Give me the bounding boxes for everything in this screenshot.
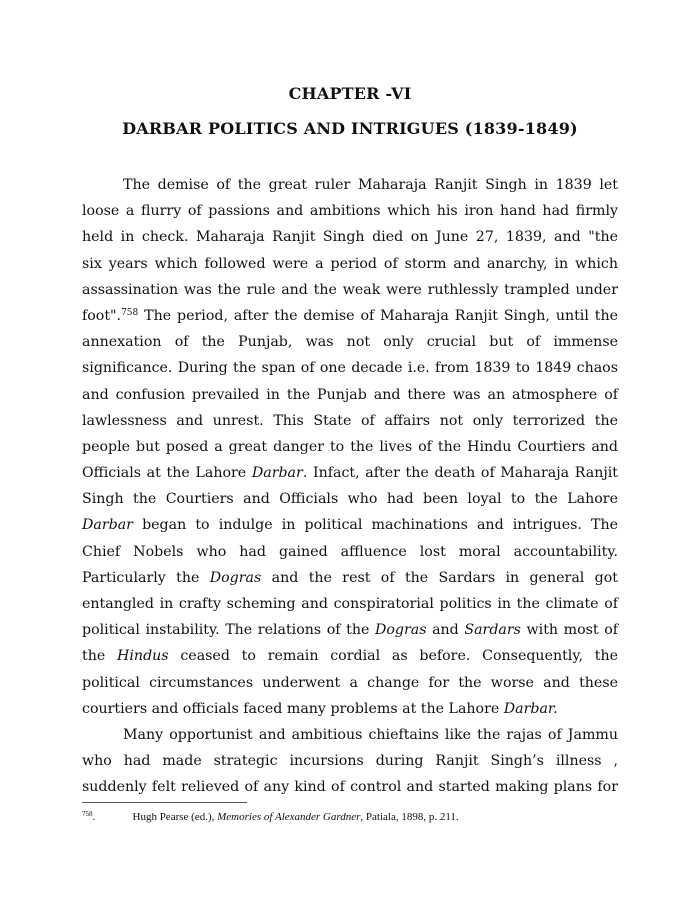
italic-term: Darbar. [503,700,558,717]
text-run: Officials at the Lahore [82,465,252,482]
text-line [82,643,618,669]
text-run: Particularly the [82,569,210,586]
text-line [82,277,618,303]
text-line [82,329,618,355]
text-run: suddenly felt relieved of any kind of control and started making plans for [82,779,618,796]
footnote-separator [82,802,247,803]
chapter-title: DARBAR POLITICS AND INTRIGUES (1839-1849) [122,119,578,138]
text-run: . Infact, after the death of Maharaja Ranjit [302,465,618,482]
text-run: held in check. Maharaja Ranjit Singh died on June 27, 1839, and "the [82,229,618,246]
text-line [82,382,618,408]
text-line [82,539,618,565]
text-run: assassination was the rule and the weak were ruthlessly trampled under [82,281,618,298]
footnote-reference: 758 [121,307,139,318]
text-run: who had made strategic incursions during Ranjit Singh’s illness , [82,753,618,770]
text-line [82,748,618,774]
text-run: six years which followed were a period of storm and anarchy, in which [82,255,618,272]
text-run: and confusion prevailed in the Punjab and there was an atmosphere of [82,386,618,403]
text-run: ceased to remain cordial as before. Consequently, the [168,648,618,665]
italic-term: Darbar [251,465,303,482]
chapter-number: CHAPTER -VI [288,84,412,103]
text-run: The period, after the demise of Maharaja Ranjit Singh, until the [138,307,618,324]
text-line [82,303,618,329]
text-line [82,486,618,512]
text-run: Chief Nobels who had gained affluence lost moral accountability. [82,543,618,560]
body-text [82,172,618,801]
text-line [82,408,618,434]
text-run: significance. During the span of one decade i.e. from 1839 to 1849 chaos [82,360,618,377]
text-line [82,224,618,250]
text-run: political instability. The relations of the [82,622,375,639]
text-line [82,460,618,486]
text-line [82,722,618,748]
text-run: annexation of the Punjab, was not only crucial but of immense [82,334,618,351]
text-run: courtiers and officials faced many problems at the Lahore [82,700,504,717]
text-run: loose a flurry of passions and ambitions which his iron hand had firmly [82,203,618,220]
text-run: Many opportunist and ambitious chieftains like the rajas of Jammu [123,726,618,743]
text-line [82,617,618,643]
text-line [82,198,618,224]
text-run: The demise of the great ruler Maharaja Ranjit Singh in 1839 let [123,177,618,193]
text-run: people but posed a great danger to the lives of the Hindu Courtiers and [82,438,618,455]
text-line [82,251,618,277]
italic-term: Sardars [464,622,521,639]
footnote-number: 758 [82,810,93,818]
footnote-text-after: , Patiala, 1898, p. 211. [360,811,459,823]
text-run: with most of [520,622,618,639]
text-run: foot". [82,307,122,324]
text-line [82,172,618,198]
text-run: and the rest of the Sardars in general got [261,569,618,586]
text-run: the [82,648,118,665]
italic-term: Dogras [374,622,427,639]
text-line [82,434,618,460]
footnote [82,810,618,823]
text-line [82,512,618,538]
text-run: and [426,622,465,639]
text-run: entangled in crafty scheming and conspiratorial politics in the climate of [82,596,618,612]
text-run: lawlessness and unrest. This State of affairs not only terrorized the [82,412,618,429]
text-line [82,670,618,696]
italic-term: Hindus [117,648,169,665]
text-run: Singh the Courtiers and Officials who had been loyal to the Lahore [82,491,618,508]
italic-term: Darbar [82,517,133,534]
footnote-book-title: Memories of Alexander Gardner [217,811,361,823]
text-line [82,696,618,722]
text-line [82,565,618,591]
text-line [82,591,618,617]
italic-term: Dogras [209,569,262,586]
text-line [82,774,618,800]
text-line [82,355,618,381]
text-run: political circumstances underwent a change for the worse and these [82,674,618,691]
footnote-dot: . [92,811,96,823]
text-run: began to indulge in political machinations and intrigues. The [132,517,618,534]
footnote-text-before: Hugh Pearse (ed.), [132,811,218,823]
